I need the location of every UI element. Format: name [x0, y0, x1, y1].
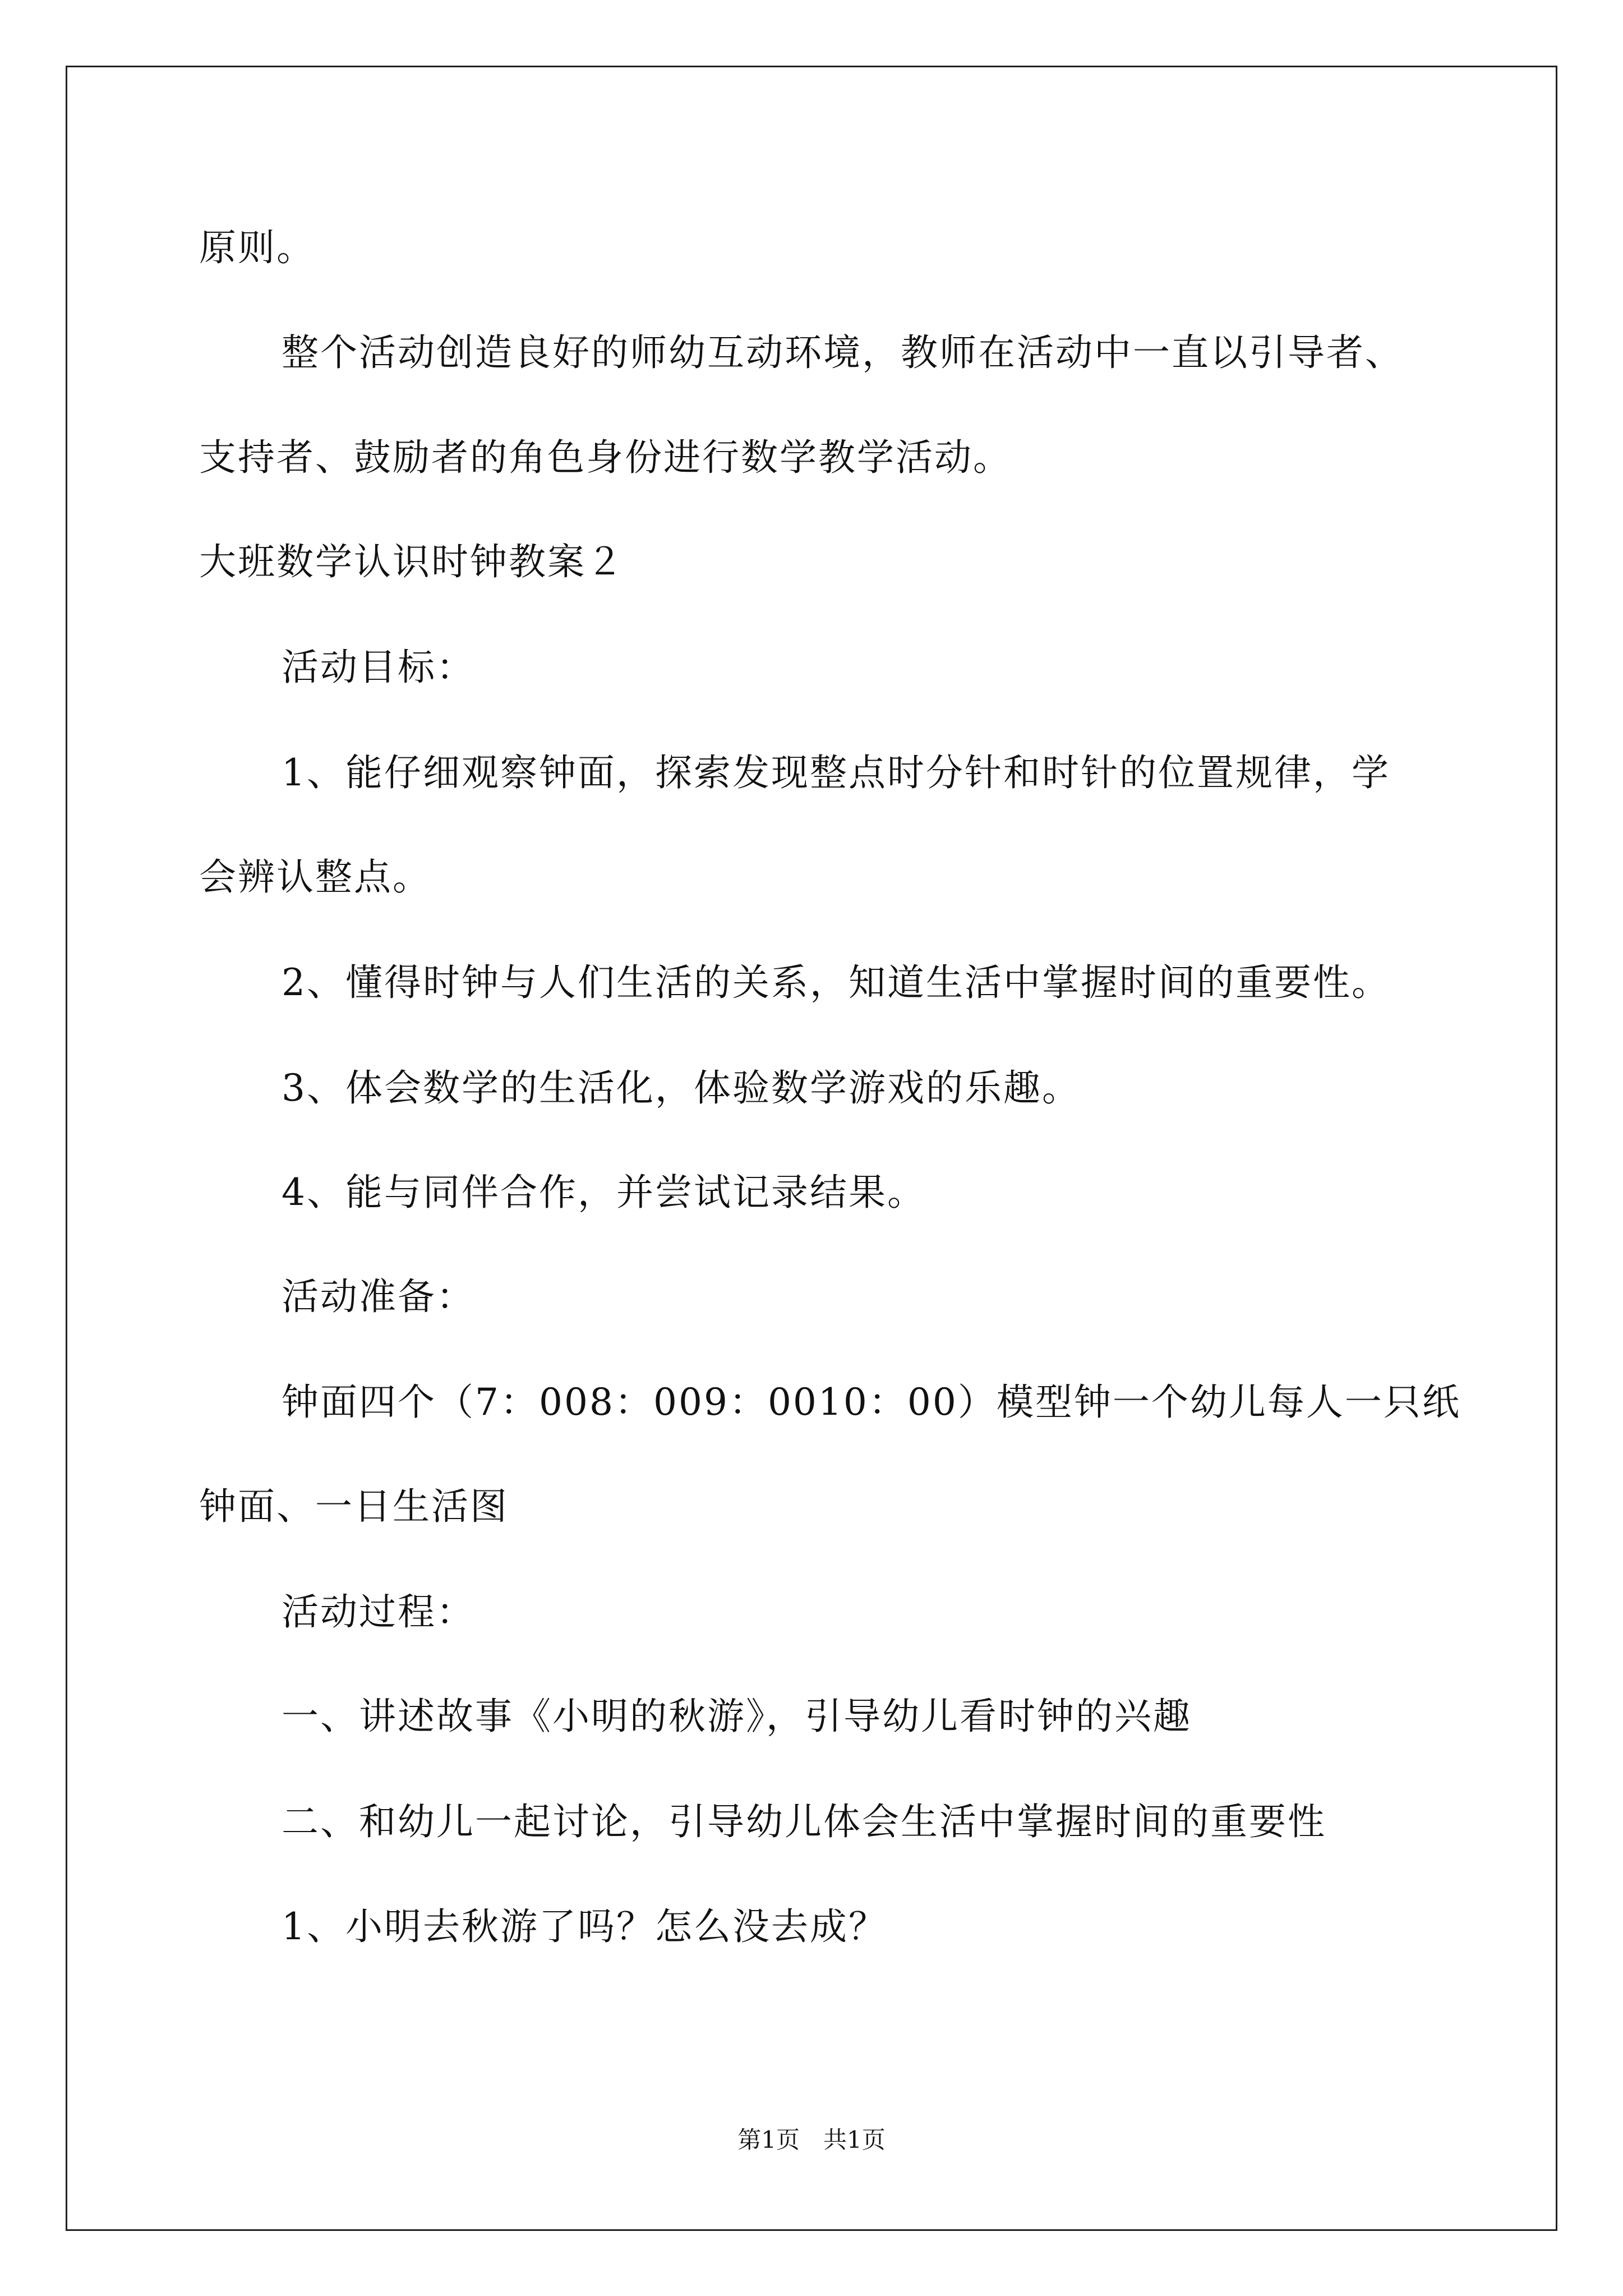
list-item: 4、能与同伴合作，并尝试记录结果。: [282, 1171, 926, 1214]
list-item: 二、和幼儿一起讨论，引导幼儿体会生活中掌握时间的重要性: [282, 1800, 1326, 1843]
section-heading: 大班数学认识时钟教案２: [199, 540, 625, 583]
list-item: 1、小明去秋游了吗？怎么没去成？: [282, 1905, 887, 1948]
paragraph-line: 整个活动创造良好的师幼互动环境，教师在活动中一直以引导者、: [282, 331, 1404, 374]
paragraph-line: 原则。: [199, 226, 315, 269]
list-item: 一、讲述故事《小明的秋游》，引导幼儿看时钟的兴趣: [282, 1695, 1192, 1738]
subheading: 活动目标：: [282, 646, 475, 689]
list-item: 2、懂得时钟与人们生活的关系，知道生活中掌握时间的重要性。: [282, 961, 1390, 1004]
paragraph-line: 支持者、鼓励者的角色身份进行数学教学活动。: [199, 436, 1012, 479]
paragraph-line: 钟面、一日生活图: [199, 1485, 509, 1528]
page-footer: 第1页 共1页: [737, 2126, 886, 2154]
list-item-continuation: 会辨认整点。: [199, 855, 431, 899]
list-item: 3、体会数学的生活化，体验数学游戏的乐趣。: [282, 1066, 1081, 1110]
list-item: 1、能仔细观察钟面，探索发现整点时分针和时针的位置规律，学: [282, 751, 1390, 794]
subheading: 活动准备：: [282, 1275, 475, 1318]
paragraph-line: 钟面四个（7：008：009：0010：00）模型钟一个幼儿每人一只纸: [282, 1381, 1461, 1424]
subheading: 活动过程：: [282, 1590, 475, 1634]
